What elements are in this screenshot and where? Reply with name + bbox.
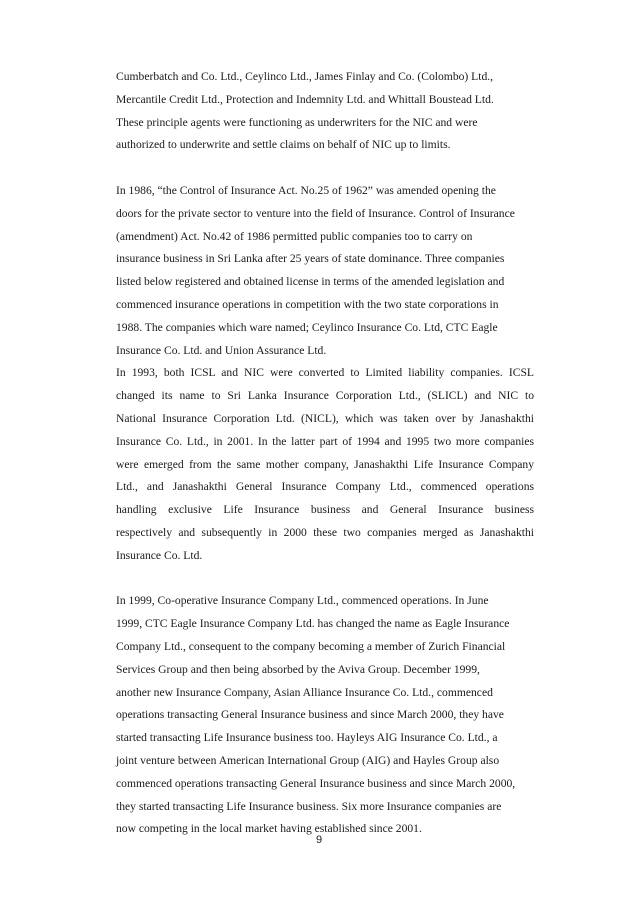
text-line: These principle agents were functioning as underwriters for the NIC and were — [116, 115, 478, 129]
text-line: listed below registered and obtained license in terms of the amended legislation and — [116, 275, 505, 289]
text-line: Ltd., and Janashakthi General Insurance Company Ltd., commenced operations — [116, 480, 534, 494]
paragraph-1986-amendment — [116, 180, 534, 362]
text-line: Services Group and then being absorbed by the Aviva Group. December 1999, — [116, 662, 480, 676]
text-line: now competing in the local market having established since 2001. — [116, 822, 422, 836]
text-line: commenced insurance operations in competition with the two state corporations in — [116, 297, 499, 311]
text-line: doors for the private sector to venture into the field of Insurance. Control of Insurance — [116, 206, 515, 220]
text-line: changed its name to Sri Lanka Insurance Corporation Ltd., (SLICL) and NIC to — [116, 389, 534, 403]
text-line: joint venture between American International Group (AIG) and Hayles Group also — [116, 753, 500, 767]
text-line: Insurance Co. Ltd. — [116, 548, 203, 562]
text-line: commenced operations transacting General Insurance business and since March 2000, — [116, 776, 516, 790]
text-line: operations transacting General Insurance business and since March 2000, they have — [116, 708, 504, 722]
paragraph-gap — [116, 157, 534, 180]
text-line: National Insurance Corporation Ltd. (NICL), which was taken over by Janashakthi — [116, 411, 534, 425]
paragraph-1993-conversion — [116, 362, 534, 567]
text-line: 1988. The companies which ware named; Ceylinco Insurance Co. Ltd, CTC Eagle — [116, 320, 498, 334]
paragraph-agents — [116, 66, 534, 157]
text-line: Company Ltd., consequent to the company becoming a member of Zurich Financial — [116, 639, 506, 653]
text-line: In 1986, “the Control of Insurance Act. No.25 of 1962” was amended opening the — [116, 183, 496, 197]
text-line: were emerged from the same mother company, Janashakthi Life Insurance Company — [116, 457, 534, 471]
text-line: 1999, CTC Eagle Insurance Company Ltd. has changed the name as Eagle Insurance — [116, 617, 510, 631]
text-line: Insurance Co. Ltd. and Union Assurance Ltd. — [116, 343, 327, 357]
text-line: insurance business in Sri Lanka after 25 years of state dominance. Three companies — [116, 252, 505, 266]
paragraph-1999-operations — [116, 590, 534, 841]
text-line: In 1993, both ICSL and NIC were converted to Limited liability companies. ICSL — [116, 366, 534, 380]
page-number: 9 — [315, 834, 323, 846]
text-line: another new Insurance Company, Asian Alliance Insurance Co. Ltd., commenced — [116, 685, 493, 699]
text-line: Mercantile Credit Ltd., Protection and Indemnity Ltd. and Whittall Boustead Ltd. — [116, 92, 494, 106]
text-line: respectively and subsequently in 2000 these two companies merged as Janashakthi — [116, 525, 534, 539]
paragraph-gap — [116, 568, 534, 591]
text-line: authorized to underwrite and settle claims on behalf of NIC up to limits. — [116, 138, 451, 152]
text-line: (amendment) Act. No.42 of 1986 permitted public companies too to carry on — [116, 229, 473, 243]
text-line: they started transacting Life Insurance business. Six more Insurance companies are — [116, 799, 502, 813]
text-line: Insurance Co. Ltd., in 2001. In the latter part of 1994 and 1995 two more companies — [116, 434, 534, 448]
text-line: handling exclusive Life Insurance business and General Insurance business — [116, 503, 534, 517]
body-text — [116, 66, 534, 841]
text-line: started transacting Life Insurance business too. Hayleys AIG Insurance Co. Ltd., a — [116, 731, 498, 745]
text-line: In 1999, Co-operative Insurance Company Ltd., commenced operations. In June — [116, 594, 489, 608]
text-line: Cumberbatch and Co. Ltd., Ceylinco Ltd., James Finlay and Co. (Colombo) Ltd., — [116, 70, 494, 83]
